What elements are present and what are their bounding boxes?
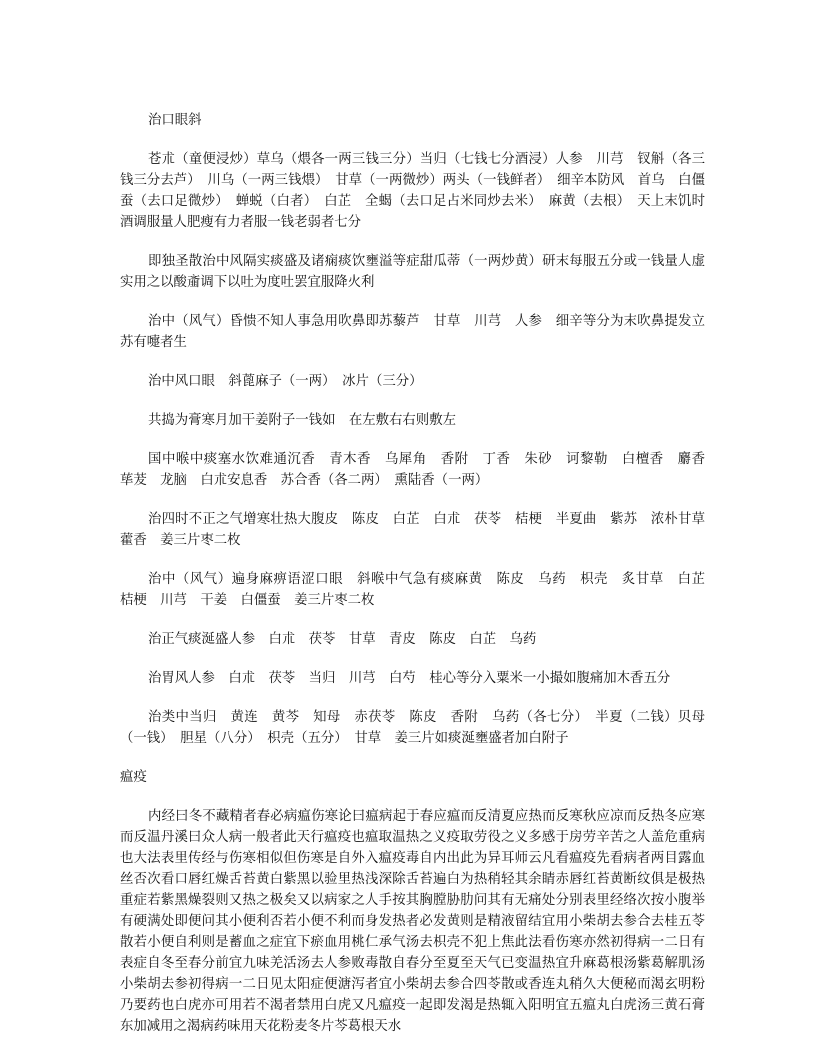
paragraph-formula-1: 苍朮（童便浸炒）草乌（煨各一两三钱三分）当归（七钱七分酒浸）人参 川芎 钗斛（各三钱三分去芦） 川乌（一两三钱煨） 甘草（一两微炒）两头（一钱鲜者） 细辛本防风 首乌 白僵蚕（去口足微炒） 蝉蜕（白者） 白芷 全蝎（去口足占米同炒去米） 麻黄（去根） 天上末饥时酒调服量人肥瘦有力者服一钱老弱者七分 <box>120 152 705 230</box>
section-title-plague: 瘟疫 <box>120 770 147 785</box>
paragraph-formula-6: 国中喉中痰塞水饮难通沉香 青木香 乌犀角 香附 丁香 朱砂 诃黎勒 白檀香 麝香 荜茇 龙脑 白朮安息香 苏合香（各二两） 熏陆香（一两） <box>120 452 719 488</box>
paragraph-formula-10: 治胃风人参 白朮 茯苓 当归 川芎 白芍 桂心等分入粟米一小撮如腹痛加木香五分 <box>148 671 671 686</box>
paragraph-formula-9: 治正气痰涎盛人参 白朮 茯苓 甘草 青皮 陈皮 白芷 乌药 <box>148 632 537 647</box>
paragraph-title-mouth-eye: 治口眼斜 <box>148 113 202 128</box>
section-body-plague: 内经曰冬不藏精者春必病瘟伤寒论曰瘟病起于春应瘟而反清夏应热而反寒秋应凉而反热冬应寒而反温丹溪曰众人病一般者此天行瘟疫也瘟取温热之义疫取劳役之义多感于房劳辛苦之人盖危重病也大法表里传经与伤寒相似但伤寒是自外入瘟疫毒自内出此为异耳师云凡看瘟疫先看病者两目露血丝否次看口唇红燥舌苔黄白紫黑以验里热浅深除舌苔遍白为热稍轻其余睛赤唇红苔黄断纹俱是极热重症若紫黑燥裂则又热之极矣又以病家之人手按其胸膛胁肋问其有无痛处分别表里经络次按小腹举有硬满处即便问其小便利否若小便不利而身发热者必发黄则是精液留结宜用小柴胡去参合去桂五苓散若小便自利则是蓄血之症宜下瘀血用桃仁承气汤去枳壳不犯上焦此法看伤寒亦然初得病一二日有表症自冬至春分前宜九味羌活汤去人参败毒散自春分至夏至天气已变温热宜升麻葛根汤紫葛解肌汤小柴胡去参初得病一二日见太阳症便溏泻者宜小柴胡去参合四苓散或香连丸稍久大便秘而渴玄明粉乃要药也白虎亦可用若不渴者禁用白虎又凡瘟疫一起即发渴是热辄入阳明宜五瘟丸白虎汤三黄石膏东加减用之渴病药味用天花粉麦冬片芩葛根天水 <box>120 809 705 1034</box>
paragraph-formula-3: 治中（风气）昏愦不知人事急用吹鼻即苏藜芦 甘草 川芎 人参 细辛等分为末吹鼻提发立苏有嚏者生 <box>120 314 705 350</box>
paragraph-formula-5: 共捣为膏寒月加干姜附子一钱如 在左敷右右则敷左 <box>148 413 456 428</box>
document-page <box>120 110 719 1037</box>
paragraph-formula-7: 治四时不正之气增寒壮热大腹皮 陈皮 白芷 白朮 茯苓 桔梗 半夏曲 紫苏 浓朴甘草 藿香 姜三片枣二枚 <box>120 512 719 548</box>
paragraph-formula-2: 即独圣散治中风隔实痰盛及诸痫痰饮壅溢等症甜瓜蒂（一两炒黄）研末每服五分或一钱量人虚实用之以酸齑调下以吐为度吐罢宜服降火利 <box>120 254 705 290</box>
paragraph-formula-4: 治中风口眼 斜蓖麻子（一两） 冰片（三分） <box>148 374 423 389</box>
paragraph-formula-11: 治类中当归 黄连 黄芩 知母 赤茯苓 陈皮 香附 乌药（各七分） 半夏（二钱）贝母（一钱） 胆星（八分） 枳壳（五分） 甘草 姜三片如痰涎壅盛者加白附子 <box>120 710 705 746</box>
paragraph-formula-8: 治中（风气）遍身麻痹语涩口眼 斜喉中气急有痰麻黄 陈皮 乌药 枳壳 炙甘草 白芷 桔梗 川芎 干姜 白僵蚕 姜三片枣二枚 <box>120 572 719 608</box>
